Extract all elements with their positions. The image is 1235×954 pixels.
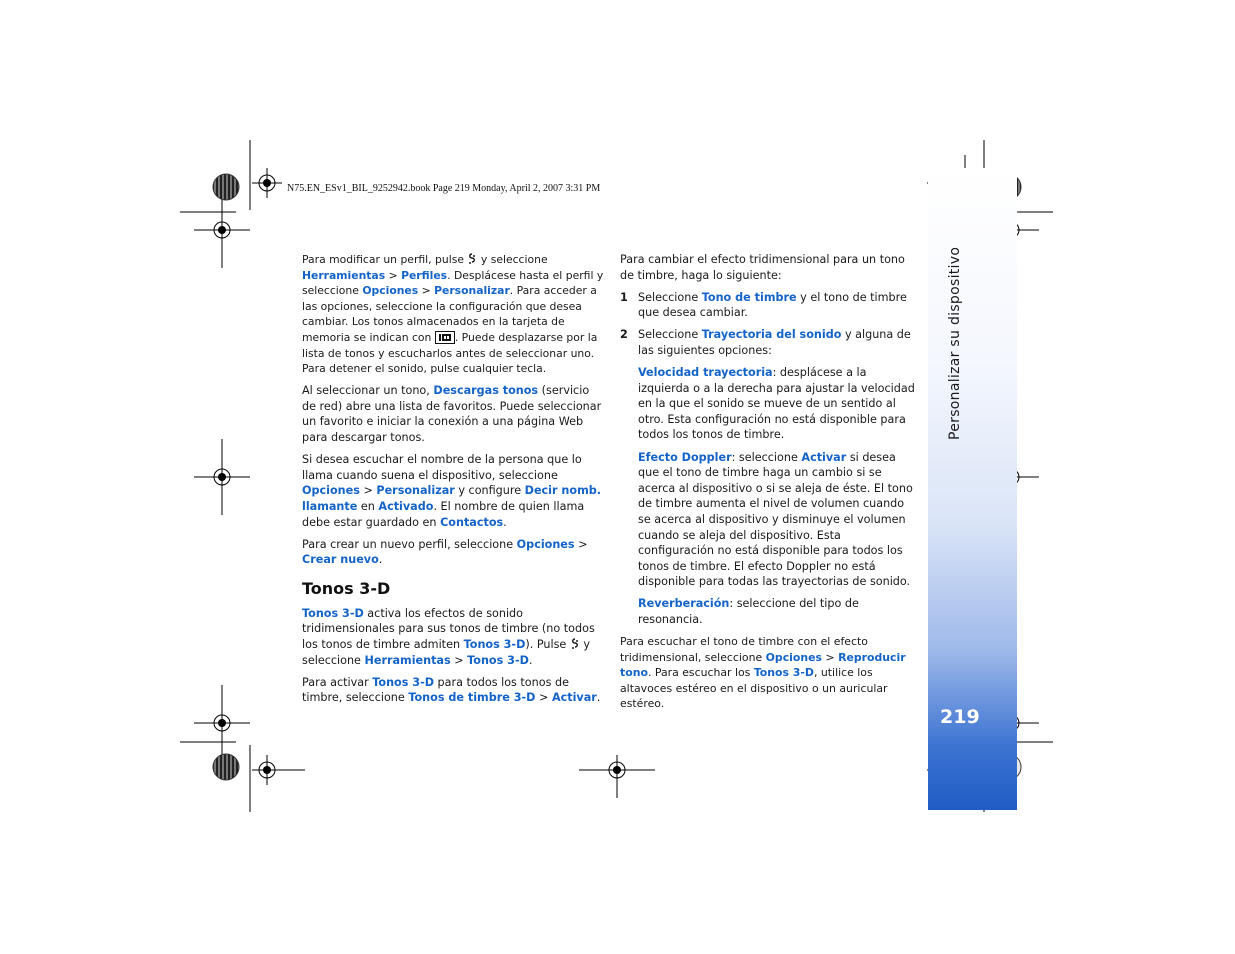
paragraph: Para modificar un perfil, pulse y seleccione Herramientas > Perfiles. Desplácese hasta el perfil y seleccione Opciones > Personalizar. Para acceder a las opciones, seleccione la configuración que desea cambiar. Los tonos almacenados en la tarjeta de memoria se indican con . Puede desplazarse por la lista de tonos y escucharlos antes de seleccionar uno. Para detener el sonido, pulse cualquier tecla.: [302, 253, 604, 376]
option-item: Reverberación: seleccione del tipo de resonancia.: [638, 597, 859, 626]
link-tonos-de-timbre-3d[interactable]: Tonos de timbre 3-D: [408, 691, 536, 705]
paragraph: Para crear un nuevo perfil, seleccione Opciones > Crear nuevo.: [302, 537, 588, 567]
link-opciones[interactable]: Opciones: [516, 537, 575, 551]
link-contactos[interactable]: Contactos: [440, 515, 504, 529]
link-tonos-3d[interactable]: Tonos 3-D: [753, 666, 814, 680]
menu-key-icon: [467, 253, 477, 265]
option-item: Efecto Doppler: seleccione Activar si desea que el tono de timbre haga un cambio si se acerca al dispositivo o si se aleja de éste. El tono de timbre aumenta el nivel de volumen cuando se acerca al dispositivo y disminuye el volumen cuando se aleja del dispositivo. Esta configuración no está disponible para todos los tonos de timbre. El efecto Doppler no está disponible para todas las trayectorias de sonido.: [638, 450, 913, 589]
link-crear-nuevo[interactable]: Crear nuevo: [302, 553, 379, 567]
paragraph: Para cambiar el efecto tridimensional para un tono de timbre, haga lo siguiente:: [620, 253, 905, 282]
link-efecto-doppler[interactable]: Efecto Doppler: [638, 450, 732, 464]
link-opciones[interactable]: Opciones: [362, 284, 419, 298]
link-herramientas[interactable]: Herramientas: [302, 268, 386, 282]
paragraph: Si desea escuchar el nombre de la persona que lo llama cuando suena el dispositivo, seleccione Opciones > Personalizar y configure Decir nomb. llamante en Activado. El nombre de quien llama debe estar guardado en Contactos.: [302, 453, 601, 529]
memory-card-icon: [435, 331, 455, 344]
link-perfiles[interactable]: Perfiles: [401, 268, 448, 282]
link-reverberacion[interactable]: Reverberación: [638, 597, 730, 611]
link-tonos-3d[interactable]: Tonos 3-D: [463, 637, 526, 651]
link-personalizar[interactable]: Personalizar: [376, 484, 455, 498]
left-column: [302, 252, 606, 712]
link-decir-nomb-llamante[interactable]: Decir nomb. llamante: [302, 484, 601, 513]
link-velocidad-trayectoria[interactable]: Velocidad trayectoria: [638, 366, 773, 380]
page-number: 219: [940, 706, 980, 728]
step-2: 2 Seleccione Trayectoria del sonido y alguna de las siguientes opciones:: [620, 328, 911, 357]
menu-key-icon: [570, 638, 580, 650]
chapter-title: Personalizar su dispositivo: [947, 246, 963, 440]
link-descargas-tonos[interactable]: Descargas tonos: [433, 384, 539, 398]
paragraph: Tonos 3-D activa los efectos de sonido tridimensionales para sus tonos de timbre (no todos los tonos de timbre admiten Tonos 3-D). Pulse y seleccione Herramientas > Tonos 3-D.: [302, 606, 595, 667]
step-number: 1: [620, 290, 628, 304]
section-heading: Tonos 3-D: [302, 578, 391, 598]
link-tonos-3d[interactable]: Tonos 3-D: [467, 653, 529, 667]
link-tonos-3d[interactable]: Tonos 3-D: [302, 606, 364, 620]
step-number: 2: [620, 328, 628, 342]
link-tonos-3d[interactable]: Tonos 3-D: [372, 675, 434, 689]
right-column: [620, 252, 920, 719]
link-herramientas[interactable]: Herramientas: [364, 653, 451, 667]
paragraph: Para activar Tonos 3-D para todos los tonos de timbre, seleccione Tonos de timbre 3-D > Activar.: [302, 675, 601, 705]
link-activado[interactable]: Activado: [378, 499, 434, 513]
link-activar[interactable]: Activar: [801, 450, 847, 464]
option-item: Velocidad trayectoria: desplácese a la izquierda o a la derecha para ajustar la velocidad en la que el sonido se mueve de un sentido al otro. Esta configuración no está disponible para todos los tonos de timbre.: [638, 366, 915, 442]
step-1: 1 Seleccione Tono de timbre y el tono de timbre que desea cambiar.: [620, 290, 907, 320]
link-opciones[interactable]: Opciones: [302, 484, 360, 498]
link-opciones[interactable]: Opciones: [765, 650, 823, 664]
link-reproducir-tono[interactable]: Reproducir tono: [620, 650, 906, 680]
paragraph: Para escuchar el tono de timbre con el efecto tridimensional, seleccione Opciones > Reproducir tono. Para escuchar los Tonos 3-D, utilice los altavoces estéreo en el dispositivo o un auricular estéreo.: [620, 635, 906, 711]
link-trayectoria-del-sonido[interactable]: Trayectoria del sonido: [701, 328, 842, 342]
link-tono-de-timbre[interactable]: Tono de timbre: [701, 290, 797, 304]
link-activar[interactable]: Activar: [551, 691, 597, 705]
print-header: N75.EN_ESv1_BIL_9252942.book Page 219 Monday, April 2, 2007 3:31 PM: [287, 183, 601, 194]
paragraph: Al seleccionar un tono, Descargas tonos (servicio de red) abre una lista de favoritos. Puede seleccionar un favorito e iniciar la conexión a una página Web para descargar tonos.: [302, 384, 602, 445]
link-personalizar[interactable]: Personalizar: [434, 284, 510, 298]
